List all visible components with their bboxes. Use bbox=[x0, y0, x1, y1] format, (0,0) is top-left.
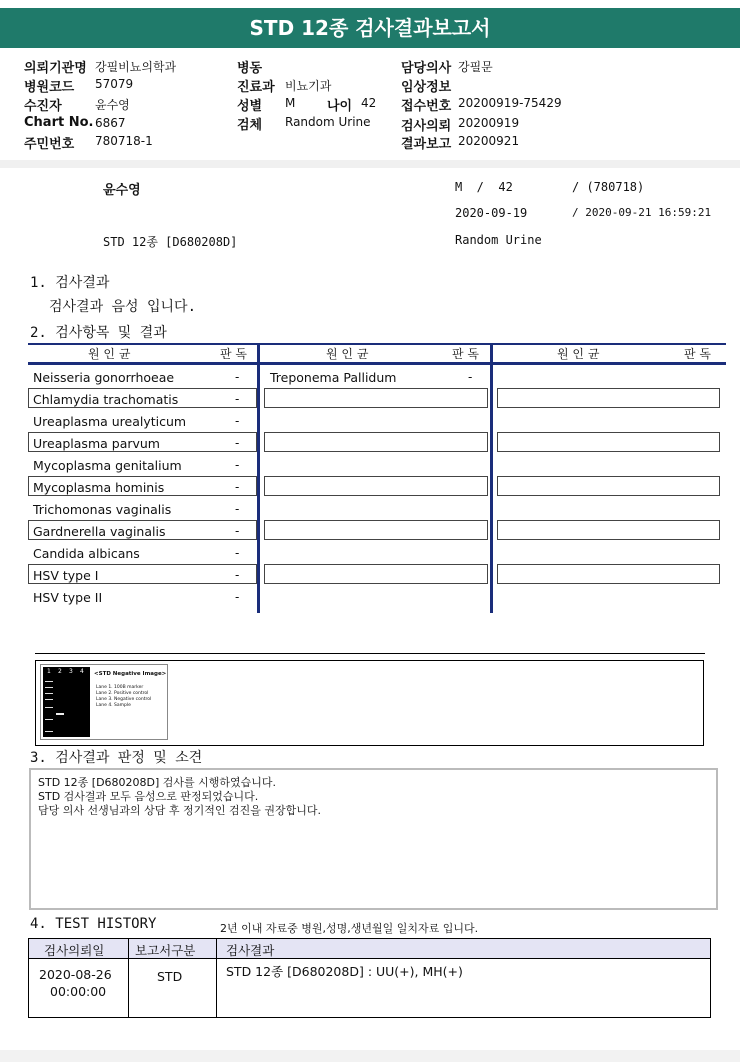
col3-header-name: 원 인 균 bbox=[557, 347, 600, 361]
row-box bbox=[264, 520, 488, 540]
gel-top-rule bbox=[35, 653, 705, 654]
section1-heading: 1. 검사결과 bbox=[30, 275, 110, 291]
gel-legend-item: Lane 1. 100B marker bbox=[96, 685, 144, 690]
header-label-doctor: 담당의사 bbox=[401, 61, 452, 76]
opinion-line: STD 검사결과 모두 음성으로 판정되었습니다. bbox=[38, 790, 259, 803]
gel-lane-label: 2 bbox=[58, 668, 62, 675]
history-col-divider bbox=[128, 939, 129, 1017]
header-divider bbox=[0, 160, 740, 168]
row-box bbox=[264, 388, 488, 408]
organism-name: Mycoplasma hominis bbox=[33, 480, 165, 495]
organism-result: - bbox=[468, 370, 473, 384]
row-box bbox=[497, 432, 720, 452]
column-divider-1 bbox=[257, 343, 260, 613]
opinion-line: STD 12종 [D680208D] 검사를 시행하였습니다. bbox=[38, 776, 277, 789]
organism-result: - bbox=[235, 502, 240, 516]
row-box bbox=[264, 476, 488, 496]
gel-lane-label: 3 bbox=[69, 668, 73, 675]
gel-title: <STD Negative Image> bbox=[94, 671, 167, 677]
gel-legend-item: Lane 2. Positive control bbox=[96, 691, 149, 696]
header-label-receipt-no: 접수번호 bbox=[401, 99, 452, 114]
section1-result-text: 검사결과 음성 입니다. bbox=[49, 299, 197, 315]
gel-legend-item: Lane 4. Sample bbox=[96, 703, 131, 708]
header-label-report-date: 결과보고 bbox=[401, 137, 452, 152]
organism-name: HSV type II bbox=[33, 590, 103, 605]
organism-result: - bbox=[235, 568, 240, 582]
section4-heading: 4. TEST HISTORY bbox=[30, 916, 157, 932]
header-value-patient: 윤수영 bbox=[95, 98, 130, 112]
header-label-department: 진료과 bbox=[237, 80, 275, 95]
col1-header-judge: 판 독 bbox=[220, 347, 247, 361]
gel-lane-label: 1 bbox=[47, 668, 51, 675]
summary-name: 윤수영 bbox=[103, 183, 141, 198]
col3-header-judge: 판 독 bbox=[684, 347, 711, 361]
history-row-type: STD bbox=[157, 969, 183, 984]
row-box bbox=[497, 476, 720, 496]
history-note: 2년 이내 자료중 병원,성명,생년월일 일치자료 입니다. bbox=[220, 922, 479, 935]
section2-heading: 2. 검사항목 및 결과 bbox=[30, 325, 167, 341]
summary-dob: / (780718) bbox=[572, 180, 645, 194]
header-value-doctor: 강필문 bbox=[458, 60, 493, 74]
header-value-specimen: Random Urine bbox=[285, 115, 371, 129]
header-label-sex: 성별 bbox=[237, 99, 263, 114]
gel-band bbox=[45, 699, 53, 700]
opinion-box bbox=[29, 768, 718, 910]
header-label-clinical-info: 임상정보 bbox=[401, 80, 452, 95]
organism-name: Candida albicans bbox=[33, 546, 140, 561]
gel-band bbox=[45, 707, 53, 708]
organism-result: - bbox=[235, 370, 240, 384]
header-value-report-date: 20200921 bbox=[458, 134, 520, 148]
row-box bbox=[497, 520, 720, 540]
history-row-result: STD 12종 [D680208D] : UU(+), MH(+) bbox=[226, 964, 463, 979]
organism-name: HSV type I bbox=[33, 568, 99, 583]
row-box bbox=[264, 564, 488, 584]
organism-result: - bbox=[235, 590, 240, 604]
summary-report-datetime: / 2020-09-21 16:59:21 bbox=[572, 206, 712, 219]
organism-result: - bbox=[235, 480, 240, 494]
summary-sex-age: M / 42 bbox=[455, 180, 513, 194]
organism-result: - bbox=[235, 458, 240, 472]
organism-result: - bbox=[235, 546, 240, 560]
header-label-specimen: 검체 bbox=[237, 118, 263, 133]
gel-image bbox=[40, 664, 168, 740]
gel-band bbox=[45, 687, 53, 688]
header-value-resident-no: 780718-1 bbox=[95, 134, 153, 148]
organism-result: - bbox=[235, 524, 240, 538]
header-label-hospital: 의뢰기관명 bbox=[24, 61, 87, 76]
history-row-time: 00:00:00 bbox=[50, 984, 107, 999]
header-label-chart-no: Chart No. bbox=[24, 115, 94, 130]
header-label-ward: 병동 bbox=[237, 61, 263, 76]
header-value-sex: M bbox=[285, 96, 296, 110]
gel-band bbox=[45, 731, 53, 732]
gel-panel bbox=[43, 667, 90, 737]
organism-name: Neisseria gonorrhoeae bbox=[33, 370, 175, 385]
col1-header-name: 원 인 균 bbox=[88, 347, 131, 361]
report-title: STD 12종 검사결과보고서 bbox=[0, 8, 740, 48]
section3-heading: 3. 검사결과 판정 및 소견 bbox=[30, 750, 203, 766]
gel-band bbox=[45, 681, 53, 682]
history-col-divider bbox=[216, 939, 217, 1017]
history-col-result: 검사결과 bbox=[226, 943, 275, 958]
organism-result: - bbox=[235, 392, 240, 406]
summary-request-date: 2020-09-19 bbox=[455, 206, 528, 220]
header-value-chart-no: 6867 bbox=[95, 116, 126, 130]
gel-band bbox=[56, 713, 64, 715]
organism-name: Ureaplasma urealyticum bbox=[33, 414, 187, 429]
row-box bbox=[497, 564, 720, 584]
column-divider-2 bbox=[490, 343, 493, 613]
header-label-age: 나이 bbox=[327, 99, 353, 114]
col2-header-judge: 판 독 bbox=[452, 347, 479, 361]
gel-legend-item: Lane 3. Negative control bbox=[96, 697, 152, 702]
row-box bbox=[497, 388, 720, 408]
gel-lane-label: 4 bbox=[80, 668, 84, 675]
organism-name: Chlamydia trachomatis bbox=[33, 392, 179, 407]
opinion-line: 담당 의사 선생님과의 상담 후 정기적인 검진을 권장합니다. bbox=[38, 804, 321, 817]
header-value-age: 42 bbox=[361, 96, 377, 110]
table-top-rule bbox=[28, 343, 726, 345]
organism-result: - bbox=[235, 414, 240, 428]
history-table bbox=[28, 938, 711, 1018]
organism-name: Treponema Pallidum bbox=[270, 370, 397, 385]
row-box bbox=[264, 432, 488, 452]
header-label-request-date: 검사의뢰 bbox=[401, 119, 452, 134]
header-label-resident-no: 주민번호 bbox=[24, 137, 75, 152]
header-value-hospital: 강필비뇨의학과 bbox=[95, 60, 177, 74]
history-header-row bbox=[29, 939, 710, 959]
history-row-date: 2020-08-26 bbox=[39, 967, 112, 982]
organism-name: Mycoplasma genitalium bbox=[33, 458, 182, 473]
organism-name: Trichomonas vaginalis bbox=[33, 502, 172, 517]
header-value-receipt-no: 20200919-75429 bbox=[458, 96, 562, 110]
col2-header-name: 원 인 균 bbox=[326, 347, 369, 361]
gel-band bbox=[45, 719, 53, 720]
history-col-date: 검사의뢰일 bbox=[44, 943, 105, 958]
organism-name: Ureaplasma parvum bbox=[33, 436, 160, 451]
table-header-rule bbox=[28, 362, 726, 365]
header-label-patient: 수진자 bbox=[24, 99, 62, 114]
history-col-type: 보고서구분 bbox=[135, 943, 196, 958]
header-value-hospital-code: 57079 bbox=[95, 77, 134, 91]
gel-band bbox=[45, 693, 53, 694]
organism-name: Gardnerella vaginalis bbox=[33, 524, 166, 539]
header-label-hospital-code: 병원코드 bbox=[24, 80, 75, 95]
summary-test-code: STD 12종 [D680208D] bbox=[103, 235, 238, 249]
organism-result: - bbox=[235, 436, 240, 450]
summary-specimen: Random Urine bbox=[455, 233, 542, 247]
header-value-department: 비뇨기과 bbox=[285, 79, 332, 93]
header-value-request-date: 20200919 bbox=[458, 116, 520, 130]
